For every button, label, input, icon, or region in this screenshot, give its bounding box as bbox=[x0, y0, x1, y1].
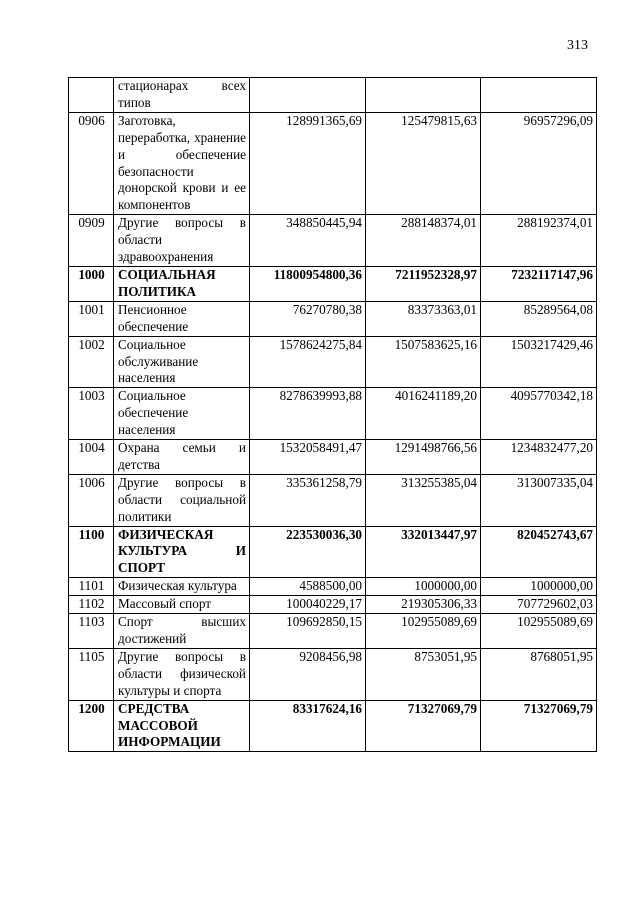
row-value-2: 4016241189,20 bbox=[366, 388, 481, 440]
row-value-2: 125479815,63 bbox=[366, 112, 481, 214]
table-row bbox=[69, 388, 597, 440]
row-value-2: 8753051,95 bbox=[366, 648, 481, 700]
row-name: ФИЗИЧЕСКАЯ КУЛЬТУРА И СПОРТ bbox=[114, 526, 250, 578]
row-value-1: 100040229,17 bbox=[250, 596, 366, 614]
row-value-3 bbox=[481, 78, 597, 113]
table-row bbox=[69, 596, 597, 614]
row-value-2: 1507583625,16 bbox=[366, 336, 481, 388]
row-code: 1103 bbox=[69, 614, 114, 649]
table-row bbox=[69, 78, 597, 113]
row-name: Пенсионное обеспечение bbox=[114, 301, 250, 336]
row-value-3: 96957296,09 bbox=[481, 112, 597, 214]
row-value-1: 4588500,00 bbox=[250, 578, 366, 596]
row-name: Заготовка, переработка, хранение и обеспечение безопасности донорской крови и ее компонентов bbox=[114, 112, 250, 214]
row-value-3: 1503217429,46 bbox=[481, 336, 597, 388]
row-name: Другие вопросы в области здравоохранения bbox=[114, 215, 250, 267]
table-row-section bbox=[69, 266, 597, 301]
page-number: 313 bbox=[567, 38, 588, 53]
row-name: Другие вопросы в области социальной политики bbox=[114, 474, 250, 526]
row-name: Массовый спорт bbox=[114, 596, 250, 614]
row-code: 0909 bbox=[69, 215, 114, 267]
table-row bbox=[69, 648, 597, 700]
table-row-section bbox=[69, 526, 597, 578]
row-value-3: 102955089,69 bbox=[481, 614, 597, 649]
row-value-1: 9208456,98 bbox=[250, 648, 366, 700]
row-value-1: 109692850,15 bbox=[250, 614, 366, 649]
table-row bbox=[69, 440, 597, 475]
row-value-2 bbox=[366, 78, 481, 113]
row-value-1: 128991365,69 bbox=[250, 112, 366, 214]
row-name: СРЕДСТВА МАССОВОЙ ИНФОРМАЦИИ bbox=[114, 700, 250, 752]
row-code: 0906 bbox=[69, 112, 114, 214]
row-name: Социальное обеспечение населения bbox=[114, 388, 250, 440]
table-row bbox=[69, 215, 597, 267]
row-name: стационарах всех типов bbox=[114, 78, 250, 113]
row-value-2: 1000000,00 bbox=[366, 578, 481, 596]
row-value-1: 76270780,38 bbox=[250, 301, 366, 336]
row-value-2: 313255385,04 bbox=[366, 474, 481, 526]
row-value-1: 348850445,94 bbox=[250, 215, 366, 267]
row-code bbox=[69, 78, 114, 113]
row-value-3: 288192374,01 bbox=[481, 215, 597, 267]
row-code: 1105 bbox=[69, 648, 114, 700]
row-value-1: 83317624,16 bbox=[250, 700, 366, 752]
row-value-3: 707729602,03 bbox=[481, 596, 597, 614]
row-value-3: 1234832477,20 bbox=[481, 440, 597, 475]
table-row bbox=[69, 112, 597, 214]
table-row bbox=[69, 336, 597, 388]
row-value-2: 219305306,33 bbox=[366, 596, 481, 614]
row-value-3: 313007335,04 bbox=[481, 474, 597, 526]
row-name: Другие вопросы в области физической культуры и спорта bbox=[114, 648, 250, 700]
row-value-3: 7232117147,96 bbox=[481, 266, 597, 301]
row-value-1: 8278639993,88 bbox=[250, 388, 366, 440]
row-value-3: 1000000,00 bbox=[481, 578, 597, 596]
row-value-3: 4095770342,18 bbox=[481, 388, 597, 440]
table-row bbox=[69, 578, 597, 596]
row-value-3: 820452743,67 bbox=[481, 526, 597, 578]
row-value-2: 1291498766,56 bbox=[366, 440, 481, 475]
row-value-2: 332013447,97 bbox=[366, 526, 481, 578]
row-code: 1002 bbox=[69, 336, 114, 388]
row-value-1: 335361258,79 bbox=[250, 474, 366, 526]
table-row bbox=[69, 614, 597, 649]
row-value-3: 85289564,08 bbox=[481, 301, 597, 336]
row-name: Охрана семьи и детства bbox=[114, 440, 250, 475]
row-value-2: 288148374,01 bbox=[366, 215, 481, 267]
table-row bbox=[69, 474, 597, 526]
row-value-2: 7211952328,97 bbox=[366, 266, 481, 301]
row-code: 1102 bbox=[69, 596, 114, 614]
row-value-2: 71327069,79 bbox=[366, 700, 481, 752]
row-value-1: 223530036,30 bbox=[250, 526, 366, 578]
row-name: СОЦИАЛЬНАЯ ПОЛИТИКА bbox=[114, 266, 250, 301]
row-code: 1006 bbox=[69, 474, 114, 526]
row-value-1: 11800954800,36 bbox=[250, 266, 366, 301]
row-code: 1100 bbox=[69, 526, 114, 578]
row-value-2: 83373363,01 bbox=[366, 301, 481, 336]
row-value-2: 102955089,69 bbox=[366, 614, 481, 649]
row-value-3: 71327069,79 bbox=[481, 700, 597, 752]
row-value-1 bbox=[250, 78, 366, 113]
row-value-1: 1578624275,84 bbox=[250, 336, 366, 388]
table-row bbox=[69, 301, 597, 336]
table-row-section bbox=[69, 700, 597, 752]
row-code: 1200 bbox=[69, 700, 114, 752]
row-code: 1101 bbox=[69, 578, 114, 596]
row-name: Социальное обслуживание населения bbox=[114, 336, 250, 388]
row-name: Физическая культура bbox=[114, 578, 250, 596]
row-value-1: 1532058491,47 bbox=[250, 440, 366, 475]
budget-table bbox=[68, 77, 597, 752]
row-value-3: 8768051,95 bbox=[481, 648, 597, 700]
row-name: Спорт высших достижений bbox=[114, 614, 250, 649]
row-code: 1004 bbox=[69, 440, 114, 475]
row-code: 1003 bbox=[69, 388, 114, 440]
row-code: 1000 bbox=[69, 266, 114, 301]
row-code: 1001 bbox=[69, 301, 114, 336]
